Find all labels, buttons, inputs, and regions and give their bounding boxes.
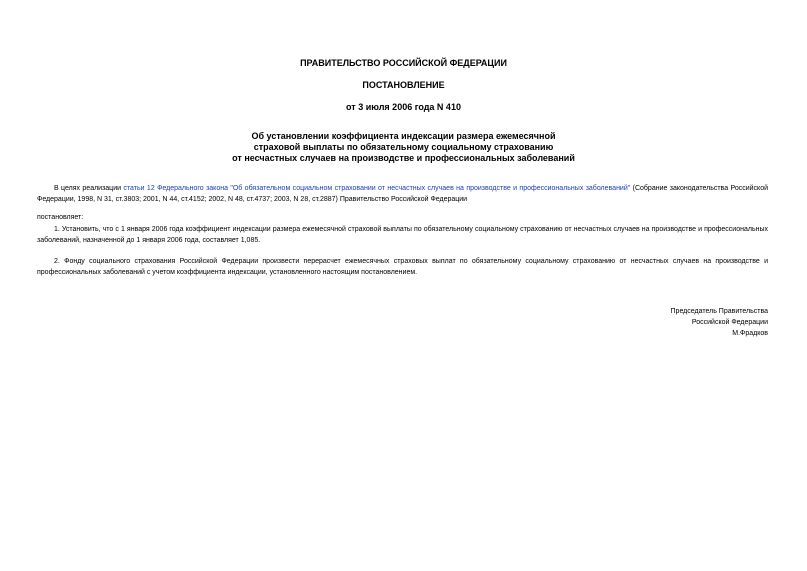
title-line-2: страховой выплаты по обязательному социальному страхованию: [253, 142, 554, 152]
signature-organization: Российской Федерации: [691, 319, 768, 326]
title-line-3: от несчастных случаев на производстве и профессиональных заболеваний: [232, 153, 575, 163]
preamble-suffix: (Собрание законодательства Российской Федерации, 1998, N 31, ст.3803; 2001, N 44, ст.4152; 2002, N 48, ст.4737; 2003, N 28, ст.2887) Правительство Российской Федерации: [37, 185, 768, 203]
item-2-text: 2. Фонду социального страхования Российской Федерации произвести перерасчет ежемесячных страховых выплат по обязательному социальному страхованию от несчастных случаев на производстве и профессиональных заболеваний с учетом коэффициента индексации, установленного настоящим постановлением.: [37, 258, 768, 276]
item-1-text: 1. Установить, что с 1 января 2006 года коэффициент индексации размера ежемесячной страховой выплаты по обязательному социальному страхованию от несчастных случаев на производстве и профессиональных заболеваний, назначенной до 1 января 2006 года, составляет 1,085.: [37, 226, 768, 244]
preamble-prefix: В целях реализации: [54, 185, 122, 192]
item-1-paragraph: [37, 224, 768, 246]
preamble-paragraph: [37, 183, 768, 205]
title-line-1: Об установлении коэффициента индексации размера ежемесячной: [251, 131, 556, 141]
signature-block: [671, 306, 768, 339]
signature-position: Председатель Правительства: [670, 308, 768, 315]
document-type-heading: ПОСТАНОВЛЕНИЕ: [362, 80, 445, 90]
document-title: [0, 131, 807, 164]
signature-name: М.Фрадков: [732, 330, 768, 337]
document-date-number: от 3 июля 2006 года N 410: [346, 102, 461, 112]
resolves-text: постановляет:: [37, 214, 84, 221]
government-heading: ПРАВИТЕЛЬСТВО РОССИЙСКОЙ ФЕДЕРАЦИИ: [300, 58, 507, 68]
item-2-paragraph: [37, 256, 768, 278]
law-article-link[interactable]: статьи 12 Федерального закона "Об обязательном социальном страховании от несчастных случаев на производстве и профессиональных заболеваний": [123, 185, 631, 192]
